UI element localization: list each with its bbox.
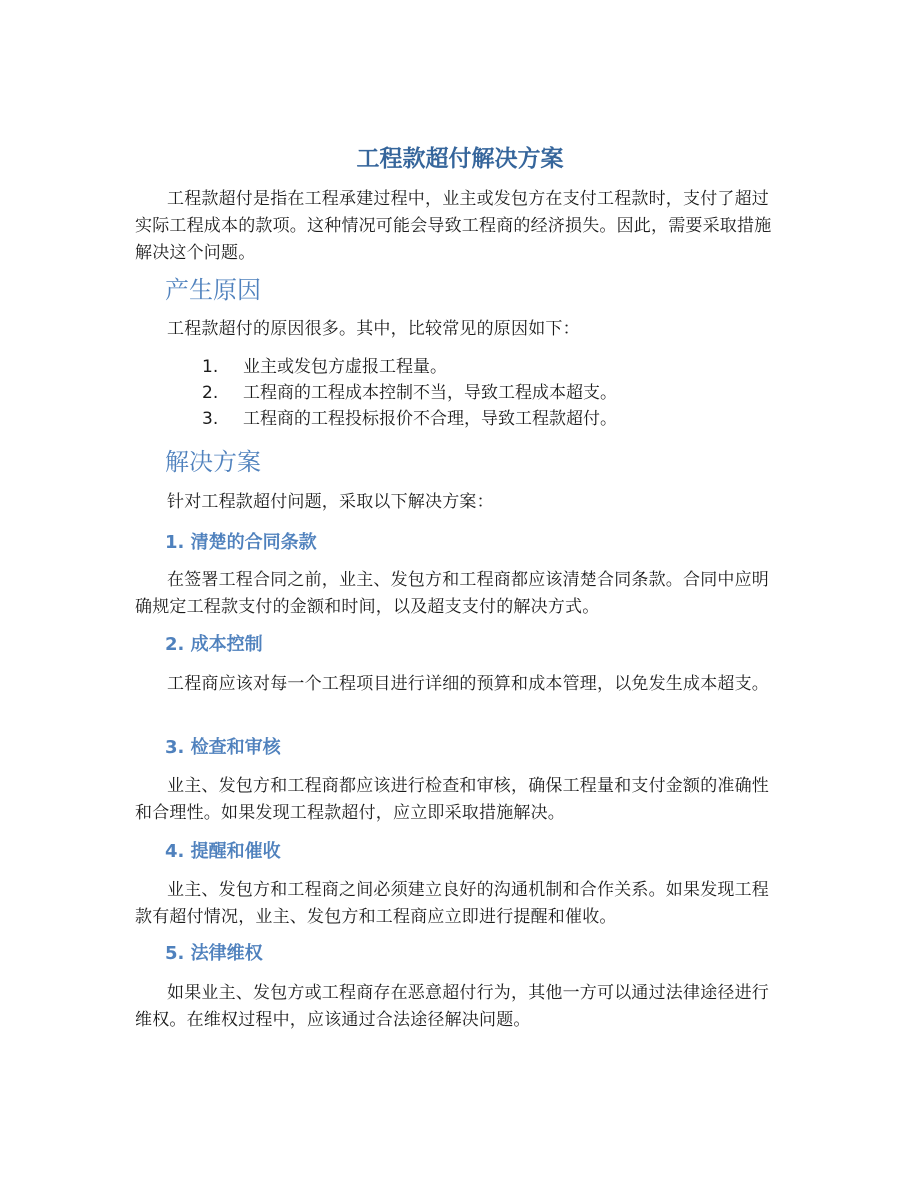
solutions-heading: 解决方案 [165, 448, 261, 476]
list-item-text: 工程商的工程投标报价不合理，导致工程款超付。 [243, 409, 617, 429]
solution-2-title: 2. 成本控制 [165, 634, 263, 655]
solution-2-body: 工程商应该对每一个工程项目进行详细的预算和成本管理，以免发生成本超支。 [167, 674, 769, 694]
list-item [0, 380, 920, 406]
solutions-lead: 针对工程款超付问题，采取以下解决方案： [167, 492, 494, 512]
list-item-text: 工程商的工程成本控制不当，导致工程成本超支。 [243, 383, 617, 403]
list-item [0, 354, 920, 380]
intro-paragraph: 工程款超付是指在工程承建过程中，业主或发包方在支付工程款时，支付了超过实际工程成本的款项。这种情况可能会导致工程商的经济损失。因此，需要采取措施解决这个问题。 [135, 189, 772, 263]
list-item-number: 2. [202, 383, 219, 403]
solution-3-body: 业主、发包方和工程商都应该进行检查和审核，确保工程量和支付金额的准确性和合理性。如果发现工程款超付，应立即采取措施解决。 [135, 776, 769, 823]
solution-5-title: 5. 法律维权 [165, 943, 263, 964]
list-item-text: 业主或发包方虚报工程量。 [243, 357, 447, 377]
solution-1-title: 1. 清楚的合同条款 [165, 532, 317, 553]
list-item-number: 1. [202, 357, 219, 377]
list-item [0, 406, 920, 432]
solution-3-title: 3. 检查和审核 [165, 737, 281, 758]
solution-5-body: 如果业主、发包方或工程商存在恶意超付行为，其他一方可以通过法律途径进行维权。在维权过程中，应该通过合法途径解决问题。 [135, 983, 769, 1030]
solution-1-body: 在签署工程合同之前，业主、发包方和工程商都应该清楚合同条款。合同中应明确规定工程款支付的金额和时间，以及超支支付的解决方式。 [135, 570, 769, 617]
solution-4-title: 4. 提醒和催收 [165, 841, 281, 862]
causes-lead: 工程款超付的原因很多。其中，比较常见的原因如下： [167, 319, 580, 339]
solution-4-body: 业主、发包方和工程商之间必须建立良好的沟通机制和合作关系。如果发现工程款有超付情况，业主、发包方和工程商应立即进行提醒和催收。 [135, 880, 769, 927]
list-item-number: 3. [202, 409, 219, 429]
causes-heading: 产生原因 [165, 276, 261, 304]
document-title: 工程款超付解决方案 [356, 146, 564, 172]
